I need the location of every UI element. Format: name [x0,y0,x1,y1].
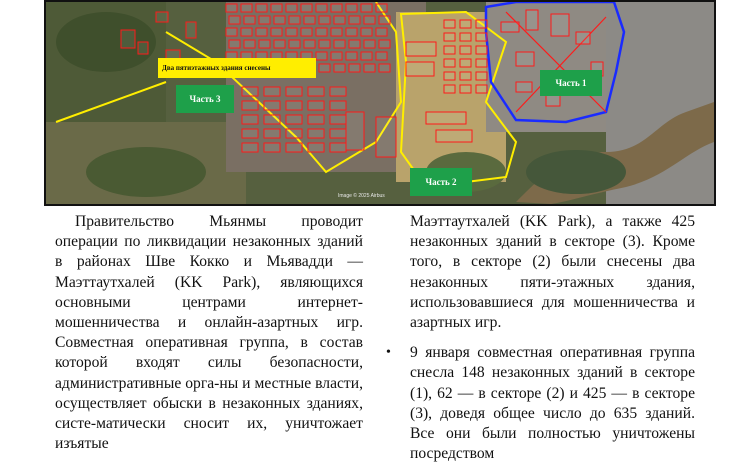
building-outline [121,30,135,48]
building-outline [289,16,300,24]
building-outline [364,16,375,24]
building-outline [460,85,471,93]
building-outline [476,85,487,93]
building-outline [376,117,396,157]
building-outline [156,12,168,22]
building-outline [256,28,267,36]
building-outline [316,52,327,60]
building-outline [476,20,487,28]
building-outline [330,101,346,110]
building-outline [406,42,436,56]
building-outline [426,112,466,124]
building-outline [264,87,280,96]
building-outline [308,101,324,110]
building-outline [301,28,312,36]
building-outline [349,64,360,72]
building-outline [319,64,330,72]
building-outline [138,42,148,54]
article-paragraph-continued: Маэттаутхалей (KK Park), а также 425 незаконных зданий в секторе (3). Кроме того, в секторе (2) были снесены два незаконных пяти-этажных здания, использовавшиеся для мошенничества и азартных игр. [410,213,695,332]
building-outline [242,101,258,110]
building-outline [241,4,252,12]
part-3-label: Часть 3 [176,85,234,113]
building-outline [242,129,258,138]
building-outline [444,85,455,93]
building-outline [229,16,240,24]
building-outline [308,115,324,124]
building-outline [241,28,252,36]
building-outline [576,32,590,44]
building-outline [286,129,302,138]
building-outline [379,40,390,48]
building-outline [379,16,390,24]
bullet-icon: • [386,345,391,361]
building-outline [330,87,346,96]
building-outline [476,46,487,54]
building-outline [308,143,324,152]
building-outline [242,115,258,124]
building-outline [376,4,387,12]
building-outline [376,28,387,36]
building-outline [349,16,360,24]
building-outline [286,143,302,152]
building-outline [264,129,280,138]
building-outline [229,40,240,48]
building-outline [286,101,302,110]
building-outline [444,72,455,80]
satellite-map-image [46,2,714,204]
building-outline [286,28,297,36]
building-outline [308,129,324,138]
building-outline [476,33,487,41]
building-outline [316,4,327,12]
building-outline [226,4,237,12]
building-outline [476,59,487,67]
building-outline [334,16,345,24]
building-outline [304,40,315,48]
building-outline [286,4,297,12]
building-outline [361,4,372,12]
bullet-text: 9 января совместная оперативная группа снесла 148 незаконных зданий в секторе (1), 62 — в секторе (2) и 425 — в секторе (3), доведя общее число до 635 зданий. Все они были полностью уничтожены посредством [410,344,695,463]
building-outline [289,40,300,48]
building-outline [364,40,375,48]
building-outline [271,28,282,36]
article-left-column [55,212,363,454]
building-outline [264,115,280,124]
building-outline [331,52,342,60]
image-credit: Image © 2025 Airbus [338,193,385,199]
building-outline [330,143,346,152]
building-outline [346,52,357,60]
article-paragraph: Правительство Мьянмы проводит операции по ликвидации незаконных зданий в районах Шве Кокко и Мьявадди — Маэттаутхалей (KK Park), являющихся основными центрами интернет-мошенничества и онлайн-азартных игр. Совместная оперативная группа, в состав которой входят силы безопасности, административные орга-ны и местные власти, осуществляет обыски в незаконных зданиях, систе-матически сносит их, уничтожает изъятые [55,213,363,453]
building-outline [460,46,471,54]
building-outline [316,28,327,36]
building-outline [242,87,258,96]
building-outline [271,4,282,12]
building-outline [264,101,280,110]
building-outline [330,115,346,124]
building-outline [331,4,342,12]
part-1-label: Часть 1 [540,70,602,96]
building-outline [460,72,471,80]
building-outline [476,72,487,80]
building-outline [501,22,519,32]
building-outline [406,62,434,76]
building-outline [304,16,315,24]
building-outline [436,130,472,142]
building-outline [526,10,538,30]
building-outline [516,52,534,66]
building-outline [376,52,387,60]
building-outline [330,129,346,138]
building-outline [242,143,258,152]
building-outline [346,4,357,12]
building-outline [444,59,455,67]
building-outline [226,28,237,36]
building-outline [460,59,471,67]
building-outline [346,28,357,36]
building-outline [244,40,255,48]
demolished-note-label: Два пятиэтажных здания снесены [158,58,316,78]
building-outline [319,40,330,48]
building-outline [379,64,390,72]
building-outline [256,4,267,12]
building-outline [361,28,372,36]
building-outline [444,33,455,41]
building-outline [259,40,270,48]
building-outline [516,82,532,92]
building-outline [349,40,360,48]
article-right-column [386,212,695,464]
building-outline [301,4,312,12]
building-outline [286,115,302,124]
building-outline [551,14,569,36]
building-outline [460,20,471,28]
building-outline [186,22,196,38]
building-outline [346,112,364,150]
building-outline [308,87,324,96]
building-outline [334,64,345,72]
satellite-map-figure [44,0,716,206]
building-outline [264,143,280,152]
building-outline [274,40,285,48]
building-outline [286,87,302,96]
part-2-label: Часть 2 [410,168,472,196]
building-outline [334,40,345,48]
bullet-list-item [386,343,695,464]
building-outline [361,52,372,60]
building-outline [364,64,375,72]
building-outline [460,33,471,41]
building-outline [331,28,342,36]
building-outline [244,16,255,24]
building-outline [444,20,455,28]
building-outline [274,16,285,24]
building-outline [259,16,270,24]
building-outline [319,16,330,24]
building-outline [444,46,455,54]
